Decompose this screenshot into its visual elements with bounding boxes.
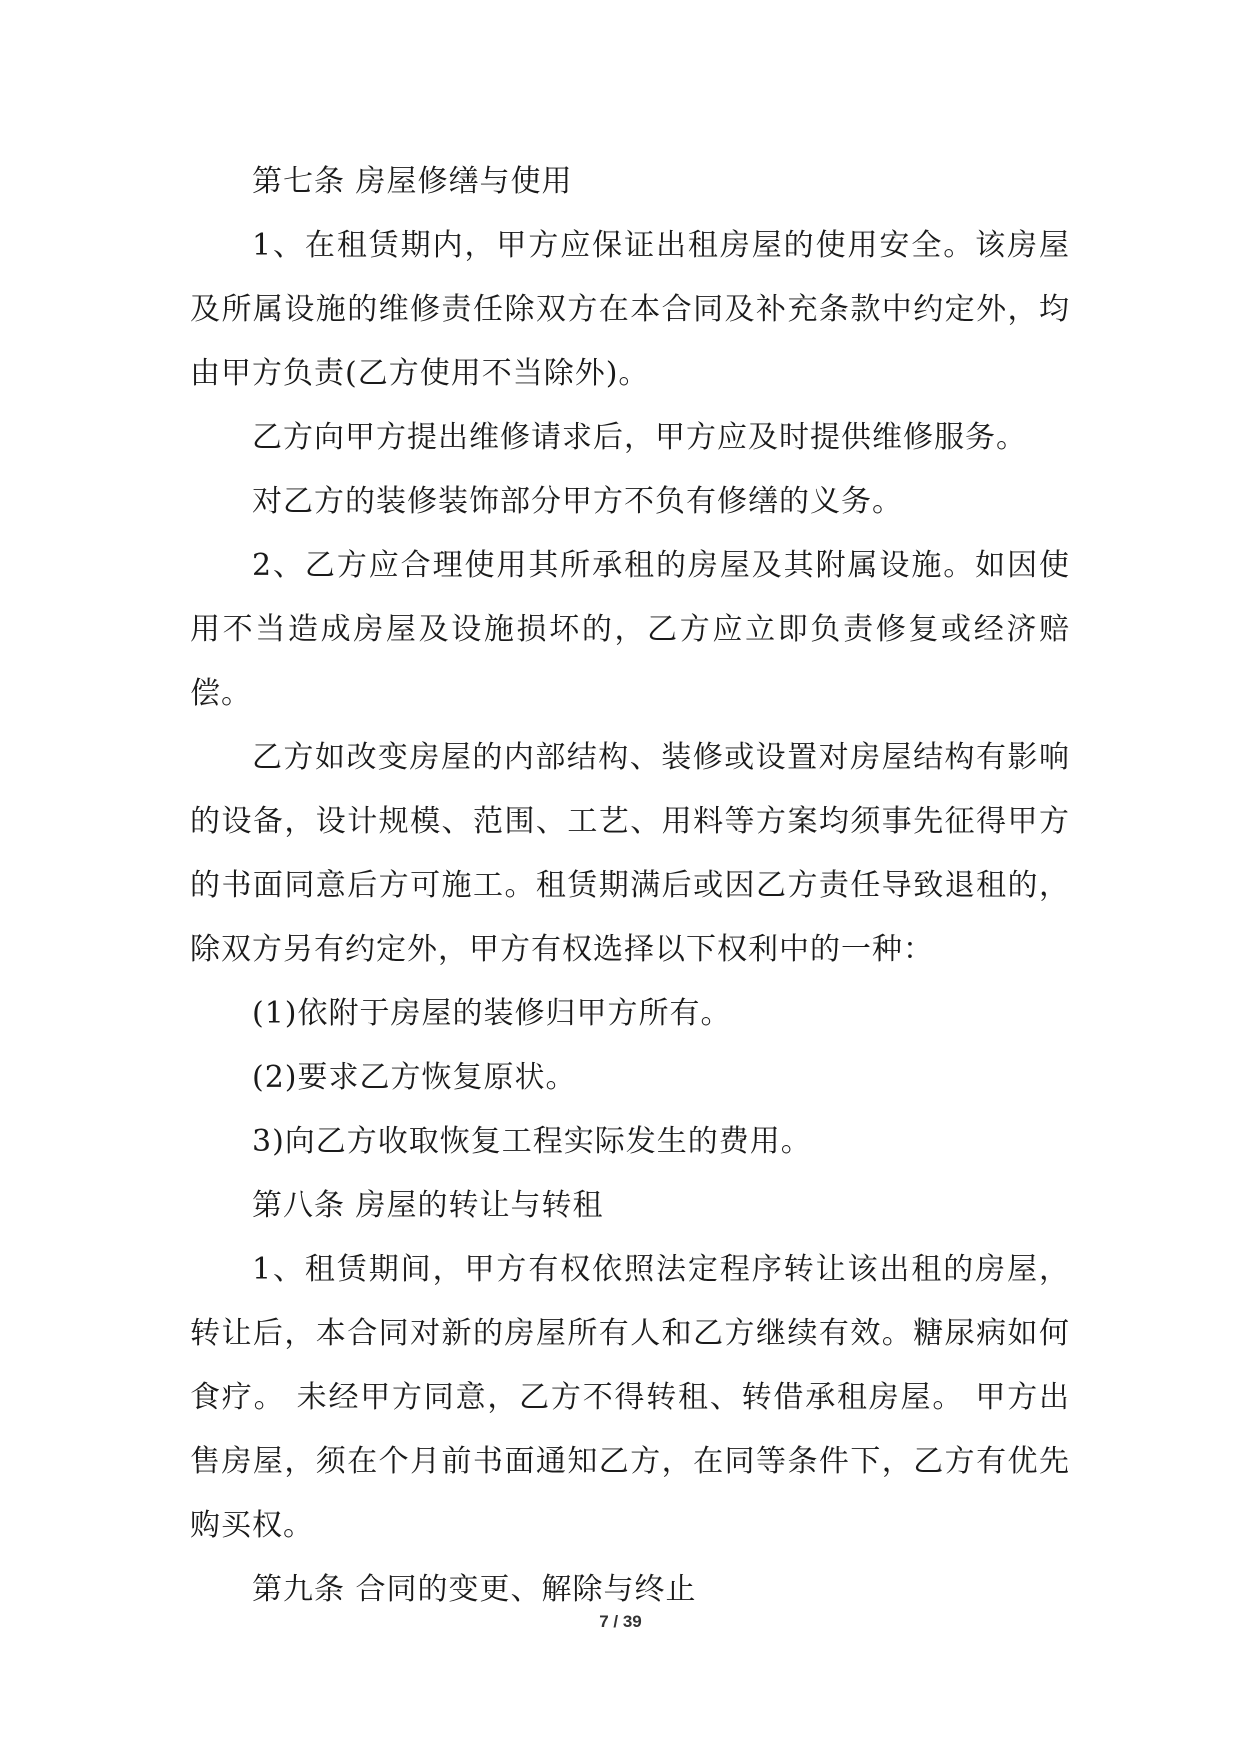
article-8-heading: 第八条 房屋的转让与转租 <box>252 1188 604 1223</box>
page-number: 7 / 39 <box>599 1612 642 1631</box>
document-body <box>190 150 1070 1622</box>
repair-request-paragraph: 乙方向甲方提出维修请求后，甲方应及时提供维修服务。 <box>252 420 1027 455</box>
article-7-heading: 第七条 房屋修缮与使用 <box>252 164 573 199</box>
article-8-clause-1: 1、租赁期间，甲方有权依照法定程序转让该出租的房屋，转让后，本合同对新的房屋所有人和乙方继续有效。糖尿病如何食疗。 未经甲方同意，乙方不得转租、转借承租房屋。 甲方出售房屋，须在个月前书面通知乙方，在同等条件下，乙方有优先购买权。 <box>190 1252 1070 1543</box>
article-9-heading: 第九条 合同的变更、解除与终止 <box>252 1572 697 1607</box>
decoration-paragraph: 对乙方的装修装饰部分甲方不负有修缮的义务。 <box>252 484 903 519</box>
option-2: (2)要求乙方恢复原状。 <box>252 1060 577 1095</box>
structure-change-paragraph: 乙方如改变房屋的内部结构、装修或设置对房屋结构有影响的设备，设计规模、范围、工艺、用料等方案均须事先征得甲方的书面同意后方可施工。租赁期满后或因乙方责任导致退租的，除双方另有约定外，甲方有权选择以下权利中的一种： <box>190 740 1070 967</box>
option-3: 3)向乙方收取恢复工程实际发生的费用。 <box>252 1124 812 1159</box>
article-7-clause-2: 2、乙方应合理使用其所承租的房屋及其附属设施。如因使用不当造成房屋及设施损坏的，乙方应立即负责修复或经济赔偿。 <box>190 548 1070 711</box>
article-7-clause-1: 1、在租赁期内，甲方应保证出租房屋的使用安全。该房屋及所属设施的维修责任除双方在本合同及补充条款中约定外，均由甲方负责(乙方使用不当除外)。 <box>190 228 1070 391</box>
option-1: (1)依附于房屋的装修归甲方所有。 <box>252 996 732 1031</box>
